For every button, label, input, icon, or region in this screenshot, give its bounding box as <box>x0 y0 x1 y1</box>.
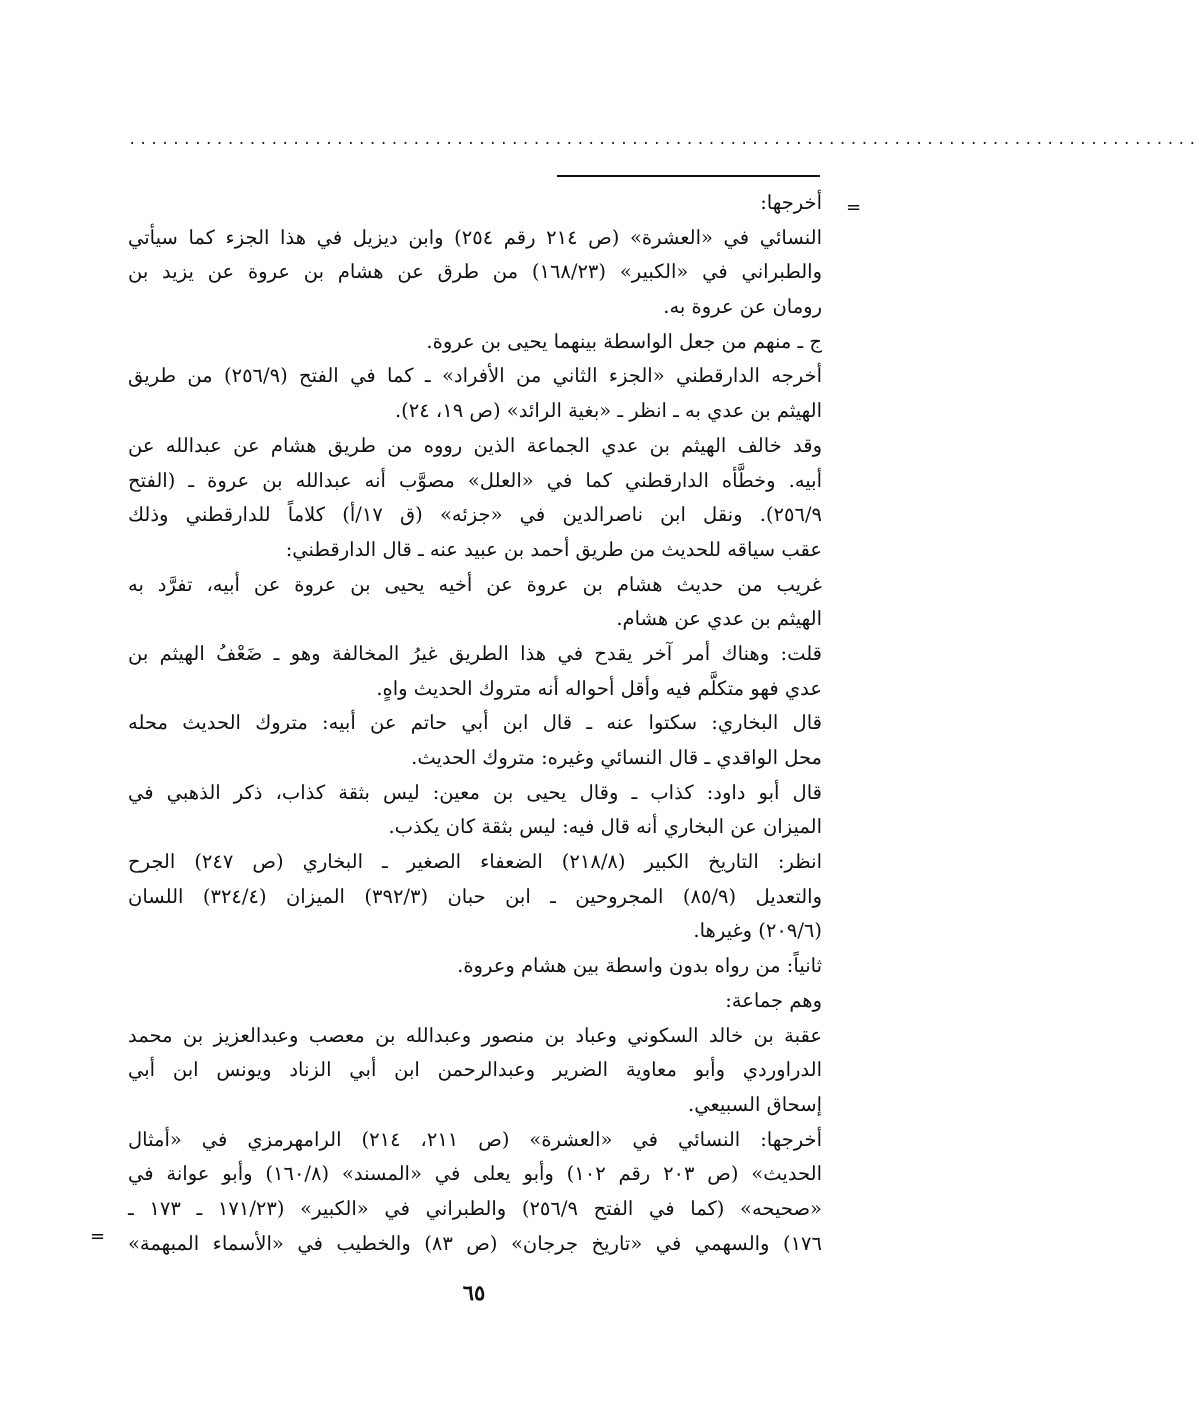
text-line: والطبراني في «الكبير» (١٦٨/٢٣) من طرق عن هشام بن عروة عن يزيد بن <box>128 260 822 284</box>
text-line: محل الواقدي ـ قال النسائي وغيره: متروك الحديث. <box>411 746 822 769</box>
text-line: «صحيحه» (كما في الفتح ٢٥٦/٩) والطبراني في «الكبير» (١٧١/٢٣ ـ ١٧٣ ـ <box>128 1196 822 1220</box>
text-line: النسائي في «العشرة» (ص ٢١٤ رقم ٢٥٤) وابن ديزيل في هذا الجزء كما سيأتي <box>128 225 822 249</box>
text-line: الدراوردي وأبو معاوية الضرير وعبدالرحمن ابن أبي الزناد ويونس ابن أبي <box>128 1058 822 1082</box>
footnote-rule <box>557 175 820 177</box>
page-number: ٦٥ <box>462 1280 486 1305</box>
text-line: عدي فهو متكلَّم فيه وأقل أحواله أنه متروك الحديث واهٍ. <box>376 676 822 700</box>
text-line: عقب سياقه للحديث من طريق أحمد بن عبيد عنه ـ قال الدارقطني: <box>285 537 822 561</box>
text-line: أبيه. وخطَّأه الدارقطني كما في «العلل» مصوَّب أنه عبدالله بن عروة ـ (الفتح <box>128 468 822 492</box>
text-line: الهيثم بن عدي عن هشام. <box>616 607 822 631</box>
text-line: ٢٥٦/٩). ونقل ابن ناصرالدين في «جزئه» (ق ١٧/أ) كلاماً للدارقطني وذلك <box>128 503 823 527</box>
text-line: أخرجها: <box>760 191 822 214</box>
dotted-separator: ·································································································· <box>128 136 1199 152</box>
text-line: أخرجها: النسائي في «العشرة» (ص ٢١١، ٢١٤) الرامهرمزي في «أمثال <box>128 1127 823 1151</box>
text-line: رومان عن عروة به. <box>663 295 822 319</box>
text-line: الهيثم بن عدي به ـ انظر ـ «بغية الرائد» (ص ١٩، ٢٤). <box>394 399 822 423</box>
text-line: وقد خالف الهيثم بن عدي الجماعة الذين رووه من طريق هشام عن عبدالله عن <box>128 433 822 457</box>
text-line: قلت: وهناك أمر آخر يقدح في هذا الطريق غيرُ المخالفة وهو ـ ضَعْفُ الهيثم بن <box>128 641 822 665</box>
footnote-text <box>128 186 822 1261</box>
text-line: ثانياً: من رواه بدون واسطة بين هشام وعروة. <box>457 954 822 978</box>
text-line: (٢٠٩/٦) وغيرها. <box>693 919 822 943</box>
text-line: الميزان عن البخاري أنه قال فيه: ليس بثقة كان يكذب. <box>388 815 822 839</box>
text-line: قال أبو داود: كذاب ـ وقال يحيى بن معين: ليس بثقة كذاب، ذكر الذهبي في <box>128 780 822 804</box>
text-line: قال البخاري: سكتوا عنه ـ قال ابن أبي حاتم عن أبيه: متروك الحديث محله <box>128 711 822 735</box>
text-line: أخرجه الدارقطني «الجزء الثاني من الأفراد» ـ كما في الفتح (٢٥٦/٩) من طريق <box>128 364 822 388</box>
text-line: انظر: التاريخ الكبير (٢١٨/٨) الضعفاء الصغير ـ البخاري (ص ٢٤٧) الجرح <box>128 850 822 874</box>
continuation-mark-bottom: = <box>90 1226 106 1247</box>
text-line: الحديث» (ص ٢٠٣ رقم ١٠٢) وأبو يعلى في «المسند» (١٦٠/٨) وأبو عوانة في <box>128 1162 822 1186</box>
text-line: وهم جماعة: <box>725 988 822 1012</box>
text-line: والتعديل (٨٥/٩) المجروحين ـ ابن حبان (٣٩٢/٣) الميزان (٣٢٤/٤) اللسان <box>128 884 822 908</box>
text-line: ١٧٦) والسهمي في «تاريخ جرجان» (ص ٨٣) والخطيب في «الأسماء المبهمة» <box>128 1231 822 1255</box>
text-line: إسحاق السبيعي. <box>688 1092 822 1116</box>
continuation-mark-top: = <box>846 197 862 218</box>
text-line: عقبة بن خالد السكوني وعباد بن منصور وعبدالله بن معصب وعبدالعزيز بن محمد <box>128 1023 822 1047</box>
text-line: ج ـ منهم من جعل الواسطة بينهما يحيى بن عروة. <box>426 329 822 353</box>
text-line: غريب من حديث هشام بن عروة عن أخيه يحيى بن عروة عن أبيه، تفرَّد به <box>128 572 822 596</box>
